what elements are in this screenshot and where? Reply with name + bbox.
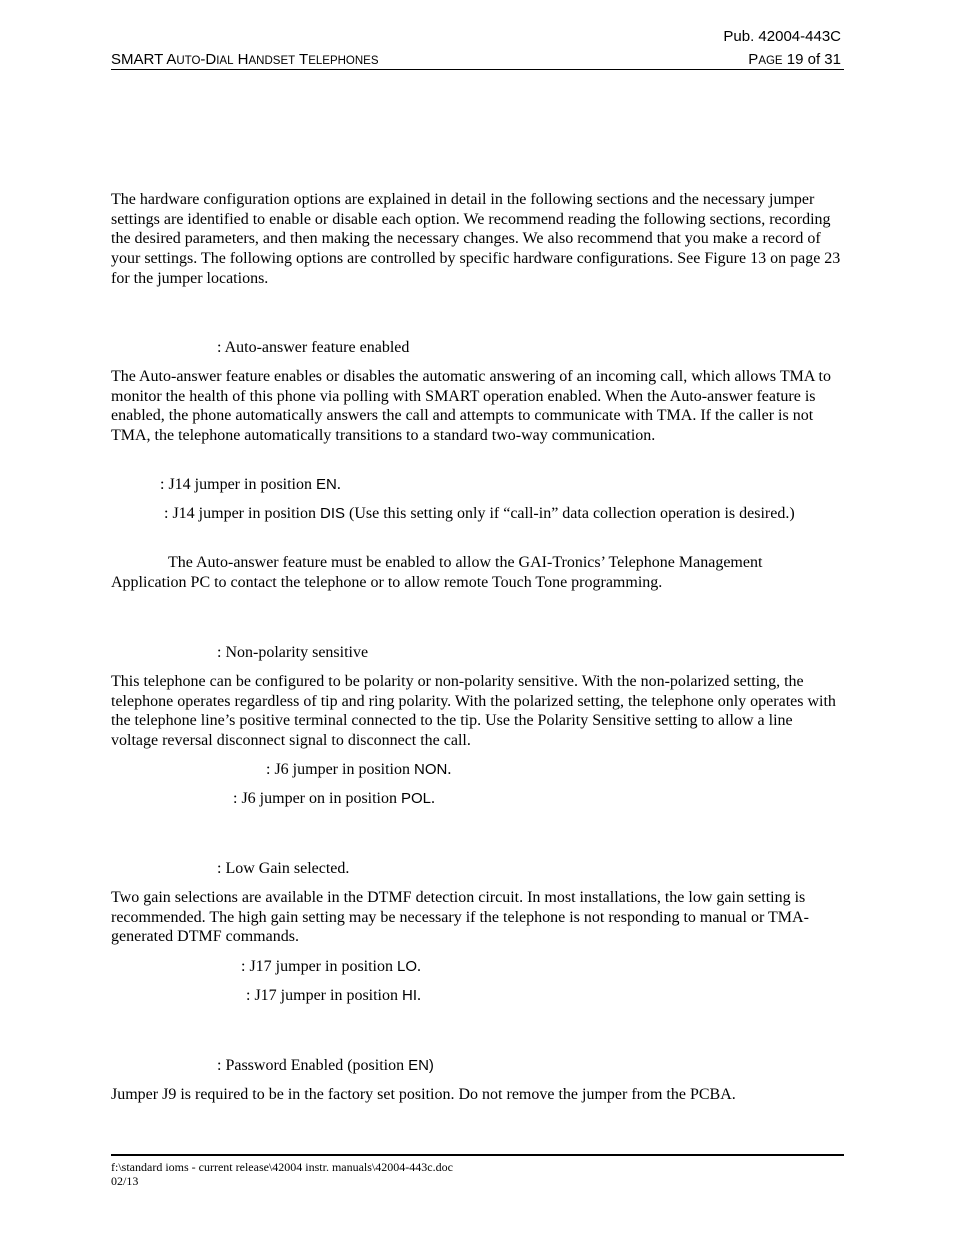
pub-number: Pub. 42004-443C (723, 28, 841, 45)
polarity-non-setting: : J6 jumper in position NON. (266, 761, 452, 778)
footer-rule (111, 1154, 844, 1156)
jumper-position-non: NON (414, 761, 448, 778)
jumper-position-pol: POL (401, 790, 432, 807)
auto-answer-description: The Auto-answer feature enables or disables the automatic answering of an incoming call, which allows TMA to monitor the health of this phone via polling with SMART operation enabled. When the Auto-answer feature is enabled, the phone automatically answers the call and attempts to communicate with TMA. If the caller is not TMA, the telephone automatically transitions to a standard two-way communication. (111, 368, 831, 445)
gain-description: Two gain selections are available in the DTMF detection circuit. In most installations, the low gain setting is recommended. The high gain setting may be necessary if the telephone is not responding to manual or TMA-generated DTMF commands. (111, 889, 809, 946)
jumper-position-en: EN) (408, 1057, 434, 1074)
auto-answer-note: The Auto-answer feature must be enabled to allow the GAI-Tronics’ Telephone Management Application PC to contact the telephone or to allow remote Touch Tone programming. (111, 554, 763, 591)
page-indicator: PAGE 19 of 31 (748, 51, 841, 68)
jumper-position-en: EN (316, 476, 337, 493)
intro-paragraph: The hardware configuration options are explained in detail in the following sections and the necessary jumper settings are identified to enable or disable each option. We recommend reading the following sections, recording the desired parameters, and then making the necessary changes. We also recommend that you make a record of your settings. The following options are controlled by specific hardware configurations. See Figure 13 on page 23 for the jumper locations. (111, 191, 841, 287)
page-numbers: 19 of 31 (786, 51, 841, 68)
auto-answer-disable-setting: : J14 jumper in position DIS (Use this setting only if “call-in” data collection operation is desired.) (164, 505, 795, 522)
polarity-pol-setting: : J6 jumper on in position POL. (233, 790, 436, 807)
polarity-description: This telephone can be configured to be polarity or non-polarity sensitive. With the non-polarized setting, the telephone operates regardless of tip and ring polarity. With the polarized setting, the telephone only operates with the telephone line’s positive terminal connected to the tip. Use the Polarity Sensitive setting to allow a line voltage reversal disconnect signal to disconnect the call. (111, 673, 836, 750)
document-title (111, 51, 379, 70)
jumper-position-lo: LO (397, 958, 418, 975)
gain-hi-setting: : J17 jumper in position HI. (246, 987, 421, 1004)
auto-answer-enable-setting: : J14 jumper in position EN. (160, 476, 341, 493)
title-word: -DIAL (200, 51, 234, 68)
title-word: HANDSET (233, 51, 296, 68)
password-default: : Password Enabled (position EN) (217, 1057, 434, 1074)
header-rule (111, 69, 844, 70)
title-word: TELEPHONES (295, 51, 379, 68)
gain-lo-setting: : J17 jumper in position LO. (241, 958, 422, 975)
auto-answer-default: : Auto-answer feature enabled (217, 339, 410, 356)
gain-default: : Low Gain selected. (217, 860, 350, 877)
jumper-position-hi: HI (402, 987, 417, 1004)
title-word: AUTO (166, 51, 201, 68)
polarity-default: : Non-polarity sensitive (217, 644, 369, 661)
jumper-position-dis: DIS (320, 505, 346, 522)
password-description: Jumper J9 is required to be in the factory set position. Do not remove the jumper from the PCBA. (111, 1086, 736, 1103)
footer-file-path: f:\standard ioms - current release\42004 instr. manuals\42004-443c.doc (111, 1160, 453, 1174)
title-smart: SMART (111, 51, 163, 68)
footer-date: 02/13 (111, 1174, 139, 1188)
